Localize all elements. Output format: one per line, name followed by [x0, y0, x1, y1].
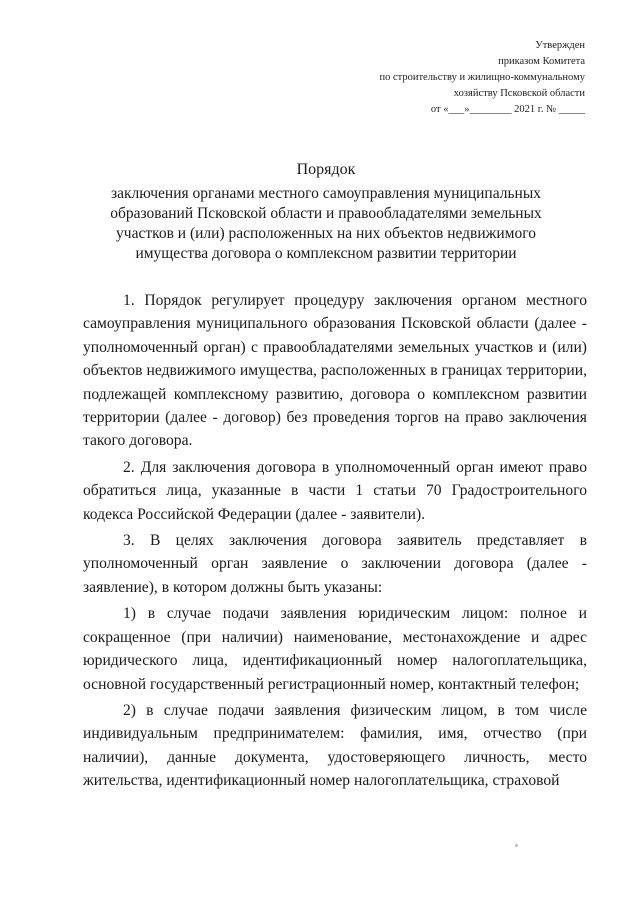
document-subtitle-line: образований Псковской области и правообладателями земельных — [110, 205, 542, 222]
approval-date-line: от «___»________ 2021 г. № _____ — [430, 104, 585, 115]
document-title-block — [90, 160, 562, 264]
approval-line: хозяйству Псковской области — [453, 88, 585, 99]
approval-line: Утвержден — [535, 40, 585, 51]
paragraph: 2) в случае подачи заявления физическим лицом, в том числе индивидуальным предпринимателем: фамилия, имя, отчество (при наличии), данные документа, удостоверяющего личность, место жительства, идентификационный номер налогоплательщика, страховой — [83, 701, 587, 790]
paragraph: 2. Для заключения договора в уполномоченный орган имеют право обратиться лица, указанные в части 1 статьи 70 Градостроительного кодекса Российской Федерации (далее - заявители). — [83, 458, 587, 523]
document-subtitle-line: заключения органами местного самоуправления муниципальных — [110, 185, 541, 202]
approval-line: приказом Комитета — [498, 56, 585, 67]
document-title: Порядок — [296, 161, 356, 178]
scan-speck — [515, 844, 518, 847]
paragraph: 3. В целях заключения договора заявитель представляет в уполномоченный орган заявление о заключении договора (далее - заявление), в котором должны быть указаны: — [83, 532, 587, 596]
document-subtitle-line: участков и (или) расположенных на них объектов недвижимого — [116, 225, 536, 242]
paragraph: 1) в случае подачи заявления юридическим лицом: полное и сокращенное (при наличии) наименование, местонахождение и адрес юридического лица, идентификационный номер налогоплательщика, основной государственный регистрационный номер, контактный телефон; — [83, 605, 587, 693]
paragraph: 1. Порядок регулирует процедуру заключения органом местного самоуправления муниципального образования Псковской области (далее - уполномоченный орган) с правообладателями земельных участков и (или) объектов недвижимого имущества, расположенных в границах территории, подлежащей комплексному развитию, договора о комплексном развитии территории (далее - договор) без проведения торгов на право заключения такого договора. — [83, 292, 587, 450]
approval-line: по строительству и жилищно-коммунальному — [379, 72, 585, 83]
document-body — [83, 289, 587, 796]
document-subtitle-line: имущества договора о комплексном развитии территории — [135, 245, 517, 262]
approval-stamp — [325, 38, 585, 118]
